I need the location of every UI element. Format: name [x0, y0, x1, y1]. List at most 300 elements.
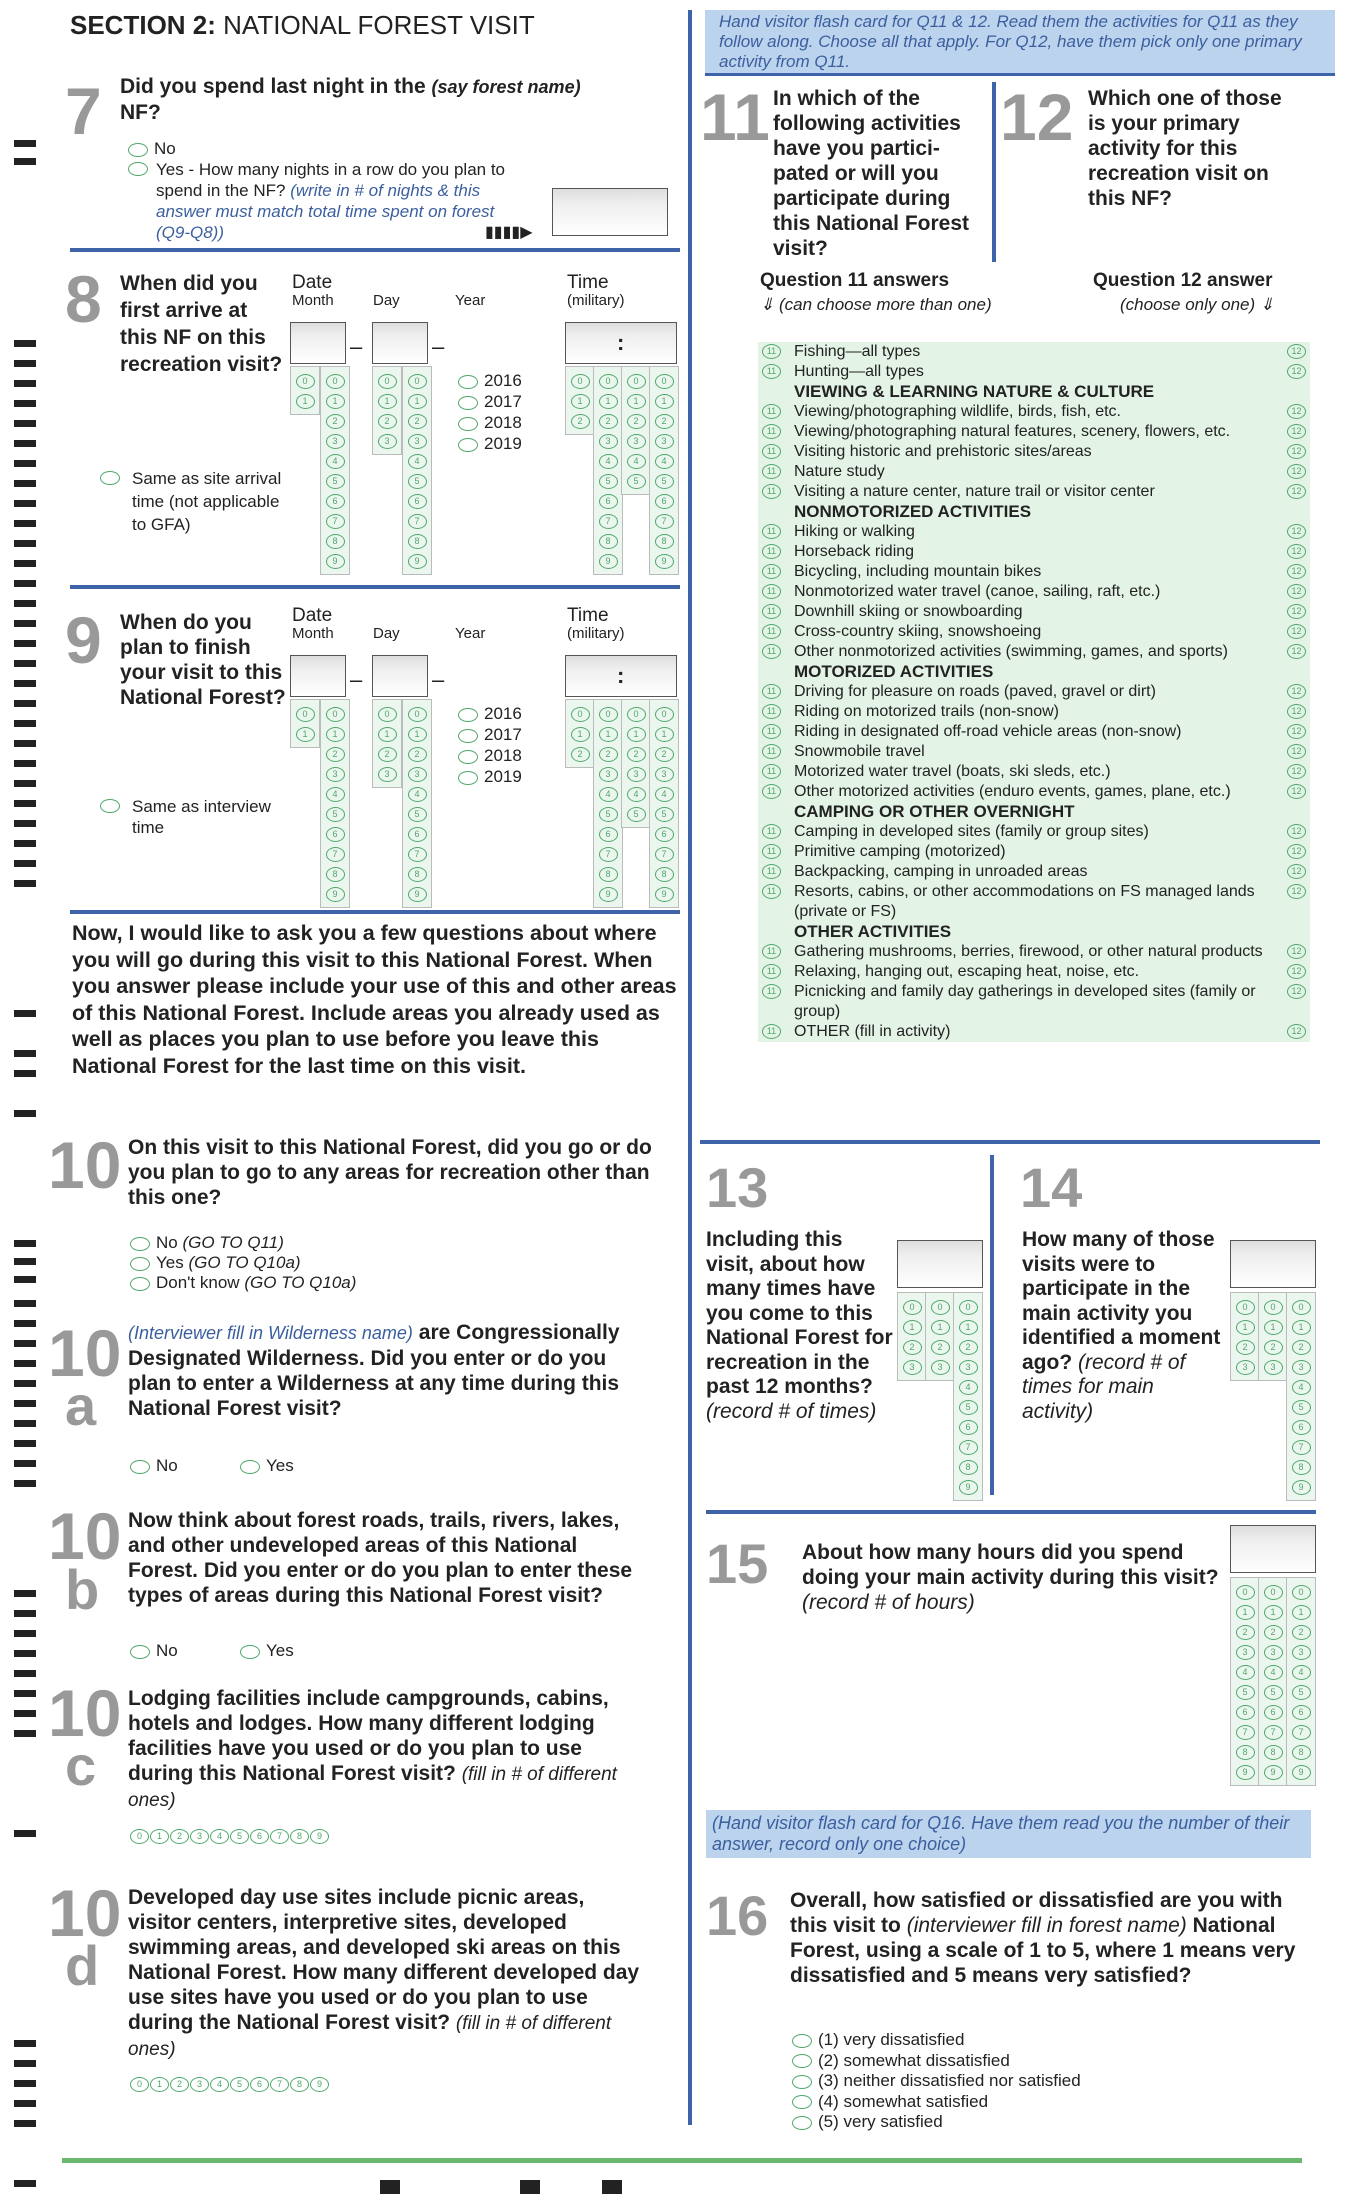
digit-bubble[interactable]: 6 [326, 494, 345, 509]
year-bubble[interactable] [458, 729, 478, 743]
q16-bubble[interactable] [792, 2075, 812, 2089]
digit-bubble[interactable]: 6 [408, 827, 427, 842]
q11-bubble[interactable]: 11 [762, 584, 781, 599]
year-bubble[interactable] [458, 708, 478, 722]
digit-bubble[interactable]: 1 [326, 727, 345, 742]
digit-bubble[interactable]: 0 [599, 707, 618, 722]
digit-bubble[interactable]: 3 [326, 434, 345, 449]
digit-bubble[interactable]: 5 [959, 1400, 978, 1415]
digit-bubble[interactable]: 1 [931, 1320, 950, 1335]
q12-bubble[interactable]: 12 [1287, 1024, 1306, 1039]
digit-bubble[interactable]: 3 [378, 434, 397, 449]
digit-bubble[interactable]: 6 [599, 494, 618, 509]
digit-bubble[interactable]: 0 [571, 374, 590, 389]
digit-bubble[interactable]: 5 [1292, 1685, 1311, 1700]
digit-bubble[interactable]: 5 [599, 474, 618, 489]
count-box[interactable] [1230, 1525, 1316, 1573]
q11-bubble[interactable]: 11 [762, 344, 781, 359]
digit-bubble[interactable]: 8 [1292, 1745, 1311, 1760]
digit-bubble[interactable]: 2 [1292, 1625, 1311, 1640]
digit-bubble[interactable]: 5 [655, 474, 674, 489]
digit-bubble[interactable]: 0 [655, 374, 674, 389]
digit-bubble[interactable]: 7 [408, 514, 427, 529]
digit-bubble[interactable]: 1 [408, 727, 427, 742]
digit-bubble[interactable]: 6 [408, 494, 427, 509]
digit-bubble[interactable]: 7 [1292, 1725, 1311, 1740]
digit-bubble[interactable]: 7 [655, 847, 674, 862]
year-bubble[interactable] [458, 417, 478, 431]
digit-bubble[interactable]: 9 [1292, 1480, 1311, 1495]
q11-bubble[interactable]: 11 [762, 424, 781, 439]
digit-bubble[interactable]: 1 [1236, 1320, 1255, 1335]
digit-bubble[interactable]: 1 [571, 394, 590, 409]
digit-bubble[interactable]: 9 [326, 887, 345, 902]
digit-bubble[interactable]: 3 [959, 1360, 978, 1375]
digit-bubble[interactable]: 8 [326, 867, 345, 882]
q11-bubble[interactable]: 11 [762, 604, 781, 619]
year-bubble[interactable] [458, 771, 478, 785]
q11-bubble[interactable]: 11 [762, 984, 781, 999]
q12-bubble[interactable]: 12 [1287, 424, 1306, 439]
q12-bubble[interactable]: 12 [1287, 604, 1306, 619]
digit-bubble[interactable]: 1 [599, 727, 618, 742]
q11-bubble[interactable]: 11 [762, 844, 781, 859]
q11-bubble[interactable]: 11 [762, 564, 781, 579]
q11-bubble[interactable]: 11 [762, 684, 781, 699]
digit-bubble[interactable]: 7 [1264, 1725, 1283, 1740]
q11-bubble[interactable]: 11 [762, 484, 781, 499]
q11-bubble[interactable]: 11 [762, 704, 781, 719]
digit-bubble[interactable]: 2 [408, 414, 427, 429]
q9-same-bubble[interactable] [100, 799, 120, 813]
q10a-yes-bubble[interactable] [240, 1460, 260, 1474]
digit-bubble[interactable]: 1 [1264, 1605, 1283, 1620]
q11-bubble[interactable]: 11 [762, 1024, 781, 1039]
digit-bubble[interactable]: 2 [326, 414, 345, 429]
q10-no-bubble[interactable] [130, 1237, 150, 1251]
q12-bubble[interactable]: 12 [1287, 864, 1306, 879]
digit-bubble[interactable]: 2 [903, 1340, 922, 1355]
digit-bubble[interactable]: 1 [571, 727, 590, 742]
q12-bubble[interactable]: 12 [1287, 784, 1306, 799]
year-option[interactable] [458, 766, 522, 787]
digit-bubble[interactable]: 5 [1264, 1685, 1283, 1700]
digit-bubble[interactable]: 9 [326, 554, 345, 569]
digit-bubble[interactable]: 6 [599, 827, 618, 842]
digit-bubble[interactable]: 9 [959, 1480, 978, 1495]
q10b-option-no[interactable] [130, 1640, 178, 1661]
digit-bubble[interactable]: 0 [1236, 1300, 1255, 1315]
q10a-option-yes[interactable] [240, 1455, 294, 1476]
digit-bubble[interactable]: 6 [959, 1420, 978, 1435]
digit-bubble[interactable]: 2 [378, 747, 397, 762]
digit-bubble[interactable]: 4 [1292, 1380, 1311, 1395]
digit-bubble[interactable]: 4 [627, 454, 646, 469]
digit-bubble[interactable]: 0 [655, 707, 674, 722]
digit-bubble[interactable]: 0 [326, 707, 345, 722]
digit-bubble[interactable]: 6 [326, 827, 345, 842]
digit-bubble[interactable]: 0 [296, 707, 315, 722]
digit-bubble[interactable]: 5 [408, 807, 427, 822]
q12-bubble[interactable]: 12 [1287, 884, 1306, 899]
q11-bubble[interactable]: 11 [762, 544, 781, 559]
digit-bubble[interactable]: 0 [378, 707, 397, 722]
digit-bubble[interactable]: 2 [571, 414, 590, 429]
digit-bubble[interactable]: 9 [1236, 1765, 1255, 1780]
digit-bubble[interactable]: 5 [230, 2077, 249, 2092]
digit-bubble[interactable]: 2 [1264, 1340, 1283, 1355]
digit-bubble[interactable]: 8 [1264, 1745, 1283, 1760]
digit-bubble[interactable]: 9 [655, 887, 674, 902]
q12-bubble[interactable]: 12 [1287, 824, 1306, 839]
digit-bubble[interactable]: 1 [627, 394, 646, 409]
digit-bubble[interactable]: 2 [655, 747, 674, 762]
digit-bubble[interactable]: 0 [903, 1300, 922, 1315]
q10b-option-yes[interactable] [240, 1640, 294, 1661]
digit-bubble[interactable]: 9 [310, 2077, 329, 2092]
digit-bubble[interactable]: 4 [326, 787, 345, 802]
digit-bubble[interactable]: 7 [1292, 1440, 1311, 1455]
q7-yes-bubble[interactable] [128, 162, 148, 176]
q12-bubble[interactable]: 12 [1287, 484, 1306, 499]
digit-bubble[interactable]: 4 [599, 787, 618, 802]
digit-bubble[interactable]: 7 [270, 2077, 289, 2092]
digit-bubble[interactable]: 3 [408, 434, 427, 449]
digit-bubble[interactable]: 1 [655, 727, 674, 742]
q10b-no-bubble[interactable] [130, 1645, 150, 1659]
digit-bubble[interactable]: 9 [310, 1829, 329, 1844]
q11-bubble[interactable]: 11 [762, 444, 781, 459]
q12-bubble[interactable]: 12 [1287, 364, 1306, 379]
q12-bubble[interactable]: 12 [1287, 744, 1306, 759]
digit-bubble[interactable]: 1 [1292, 1605, 1311, 1620]
digit-bubble[interactable]: 3 [378, 767, 397, 782]
day-box[interactable] [372, 322, 428, 364]
digit-bubble[interactable]: 5 [1292, 1400, 1311, 1415]
digit-bubble[interactable]: 4 [210, 1829, 229, 1844]
year-option[interactable] [458, 724, 522, 745]
digit-bubble[interactable]: 2 [170, 1829, 189, 1844]
digit-bubble[interactable]: 0 [931, 1300, 950, 1315]
digit-bubble[interactable]: 5 [627, 807, 646, 822]
digit-bubble[interactable]: 2 [1264, 1625, 1283, 1640]
q11-bubble[interactable]: 11 [762, 824, 781, 839]
digit-bubble[interactable]: 7 [655, 514, 674, 529]
year-bubble[interactable] [458, 396, 478, 410]
digit-bubble[interactable]: 4 [655, 454, 674, 469]
digit-bubble[interactable]: 1 [326, 394, 345, 409]
q11-bubble[interactable]: 11 [762, 744, 781, 759]
digit-bubble[interactable]: 4 [408, 787, 427, 802]
digit-bubble[interactable]: 1 [627, 727, 646, 742]
digit-bubble[interactable]: 2 [408, 747, 427, 762]
digit-bubble[interactable]: 5 [326, 474, 345, 489]
digit-bubble[interactable]: 3 [1292, 1360, 1311, 1375]
q12-bubble[interactable]: 12 [1287, 344, 1306, 359]
q16-option[interactable] [792, 2112, 1081, 2133]
year-bubble[interactable] [458, 375, 478, 389]
digit-bubble[interactable]: 0 [1264, 1300, 1283, 1315]
digit-bubble[interactable]: 0 [130, 2077, 149, 2092]
digit-bubble[interactable]: 5 [1236, 1685, 1255, 1700]
year-option[interactable] [458, 703, 522, 724]
q16-bubble[interactable] [792, 2034, 812, 2048]
q8-same-bubble[interactable] [100, 471, 120, 485]
q16-bubble[interactable] [792, 2116, 812, 2130]
digit-bubble[interactable]: 0 [627, 374, 646, 389]
q11-bubble[interactable]: 11 [762, 784, 781, 799]
q10-option-no[interactable] [130, 1232, 284, 1253]
q11-bubble[interactable]: 11 [762, 464, 781, 479]
digit-bubble[interactable]: 6 [655, 494, 674, 509]
digit-bubble[interactable]: 5 [230, 1829, 249, 1844]
year-option[interactable] [458, 370, 522, 391]
digit-bubble[interactable]: 0 [296, 374, 315, 389]
digit-bubble[interactable]: 3 [627, 434, 646, 449]
digit-bubble[interactable]: 1 [378, 394, 397, 409]
digit-bubble[interactable]: 9 [1264, 1765, 1283, 1780]
q12-bubble[interactable]: 12 [1287, 724, 1306, 739]
digit-bubble[interactable]: 8 [290, 2077, 309, 2092]
digit-bubble[interactable]: 8 [408, 867, 427, 882]
digit-bubble[interactable]: 8 [1236, 1745, 1255, 1760]
digit-bubble[interactable]: 5 [326, 807, 345, 822]
digit-bubble[interactable]: 3 [599, 434, 618, 449]
year-option[interactable] [458, 391, 522, 412]
q11-bubble[interactable]: 11 [762, 864, 781, 879]
digit-bubble[interactable]: 0 [1292, 1585, 1311, 1600]
digit-bubble[interactable]: 0 [326, 374, 345, 389]
digit-bubble[interactable]: 8 [290, 1829, 309, 1844]
digit-bubble[interactable]: 8 [326, 534, 345, 549]
digit-bubble[interactable]: 1 [1292, 1320, 1311, 1335]
q12-bubble[interactable]: 12 [1287, 964, 1306, 979]
q16-bubble[interactable] [792, 2095, 812, 2109]
digit-bubble[interactable]: 3 [1236, 1360, 1255, 1375]
digit-bubble[interactable]: 0 [408, 374, 427, 389]
q11-bubble[interactable]: 11 [762, 964, 781, 979]
digit-bubble[interactable]: 2 [1292, 1340, 1311, 1355]
digit-bubble[interactable]: 9 [1292, 1765, 1311, 1780]
q12-bubble[interactable]: 12 [1287, 444, 1306, 459]
digit-bubble[interactable]: 3 [1292, 1645, 1311, 1660]
year-bubble[interactable] [458, 750, 478, 764]
digit-bubble[interactable]: 3 [1264, 1360, 1283, 1375]
q11-bubble[interactable]: 11 [762, 944, 781, 959]
digit-bubble[interactable]: 3 [1236, 1645, 1255, 1660]
digit-bubble[interactable]: 6 [250, 2077, 269, 2092]
digit-bubble[interactable]: 4 [1236, 1665, 1255, 1680]
digit-bubble[interactable]: 7 [326, 514, 345, 529]
digit-bubble[interactable]: 1 [1264, 1320, 1283, 1335]
count-box[interactable] [1230, 1240, 1316, 1288]
year-option[interactable] [458, 412, 522, 433]
digit-bubble[interactable]: 3 [408, 767, 427, 782]
digit-bubble[interactable]: 6 [1264, 1705, 1283, 1720]
q12-bubble[interactable]: 12 [1287, 584, 1306, 599]
q7-option-no[interactable] [128, 138, 176, 159]
q12-bubble[interactable]: 12 [1287, 844, 1306, 859]
digit-bubble[interactable]: 8 [408, 534, 427, 549]
digit-bubble[interactable]: 7 [326, 847, 345, 862]
q12-bubble[interactable]: 12 [1287, 984, 1306, 999]
q16-option[interactable] [792, 2051, 1081, 2072]
digit-bubble[interactable]: 3 [903, 1360, 922, 1375]
digit-bubble[interactable]: 2 [1236, 1340, 1255, 1355]
digit-bubble[interactable]: 3 [1264, 1645, 1283, 1660]
digit-bubble[interactable]: 0 [571, 707, 590, 722]
digit-bubble[interactable]: 5 [599, 807, 618, 822]
digit-bubble[interactable]: 0 [1264, 1585, 1283, 1600]
digit-bubble[interactable]: 0 [627, 707, 646, 722]
digit-bubble[interactable]: 3 [931, 1360, 950, 1375]
digit-bubble[interactable]: 6 [655, 827, 674, 842]
q10a-no-bubble[interactable] [130, 1460, 150, 1474]
q10-yes-bubble[interactable] [130, 1257, 150, 1271]
digit-bubble[interactable]: 7 [599, 847, 618, 862]
month-box[interactable] [290, 655, 346, 697]
q12-bubble[interactable]: 12 [1287, 624, 1306, 639]
q16-option[interactable] [792, 2030, 1081, 2051]
digit-bubble[interactable]: 1 [903, 1320, 922, 1335]
digit-bubble[interactable]: 2 [627, 414, 646, 429]
digit-bubble[interactable]: 2 [378, 414, 397, 429]
digit-bubble[interactable]: 8 [1292, 1460, 1311, 1475]
digit-bubble[interactable]: 4 [408, 454, 427, 469]
year-option[interactable] [458, 433, 522, 454]
q12-bubble[interactable]: 12 [1287, 404, 1306, 419]
q16-option[interactable] [792, 2092, 1081, 2113]
digit-bubble[interactable]: 6 [250, 1829, 269, 1844]
q12-bubble[interactable]: 12 [1287, 644, 1306, 659]
digit-bubble[interactable]: 1 [150, 1829, 169, 1844]
digit-bubble[interactable]: 1 [378, 727, 397, 742]
digit-bubble[interactable]: 2 [326, 747, 345, 762]
q12-bubble[interactable]: 12 [1287, 764, 1306, 779]
q12-bubble[interactable]: 12 [1287, 944, 1306, 959]
digit-bubble[interactable]: 8 [599, 867, 618, 882]
q12-bubble[interactable]: 12 [1287, 704, 1306, 719]
digit-bubble[interactable]: 3 [599, 767, 618, 782]
digit-bubble[interactable]: 0 [959, 1300, 978, 1315]
q11-bubble[interactable]: 11 [762, 884, 781, 899]
digit-bubble[interactable]: 3 [655, 434, 674, 449]
digit-bubble[interactable]: 4 [655, 787, 674, 802]
digit-bubble[interactable]: 1 [408, 394, 427, 409]
digit-bubble[interactable]: 7 [599, 514, 618, 529]
digit-bubble[interactable]: 2 [959, 1340, 978, 1355]
digit-bubble[interactable]: 0 [378, 374, 397, 389]
q7-option-yes[interactable] [128, 159, 528, 243]
q12-bubble[interactable]: 12 [1287, 684, 1306, 699]
digit-bubble[interactable]: 7 [408, 847, 427, 862]
q12-bubble[interactable]: 12 [1287, 544, 1306, 559]
q7-nights-box[interactable] [552, 188, 668, 236]
digit-bubble[interactable]: 2 [931, 1340, 950, 1355]
year-option[interactable] [458, 745, 522, 766]
digit-bubble[interactable]: 2 [571, 747, 590, 762]
q16-bubble[interactable] [792, 2054, 812, 2068]
digit-bubble[interactable]: 0 [599, 374, 618, 389]
digit-bubble[interactable]: 4 [599, 454, 618, 469]
digit-bubble[interactable]: 2 [655, 414, 674, 429]
digit-bubble[interactable]: 4 [1264, 1665, 1283, 1680]
q10-option-dk[interactable] [130, 1272, 356, 1293]
digit-bubble[interactable]: 5 [627, 474, 646, 489]
digit-bubble[interactable]: 3 [190, 2077, 209, 2092]
digit-bubble[interactable]: 4 [627, 787, 646, 802]
digit-bubble[interactable]: 2 [627, 747, 646, 762]
digit-bubble[interactable]: 6 [1292, 1705, 1311, 1720]
q10a-option-no[interactable] [130, 1455, 178, 1476]
month-box[interactable] [290, 322, 346, 364]
digit-bubble[interactable]: 9 [599, 554, 618, 569]
q11-bubble[interactable]: 11 [762, 624, 781, 639]
digit-bubble[interactable]: 1 [150, 2077, 169, 2092]
digit-bubble[interactable]: 8 [655, 534, 674, 549]
q11-bubble[interactable]: 11 [762, 644, 781, 659]
count-box[interactable] [897, 1240, 983, 1288]
digit-bubble[interactable]: 2 [1236, 1625, 1255, 1640]
q11-bubble[interactable]: 11 [762, 764, 781, 779]
digit-bubble[interactable]: 5 [408, 474, 427, 489]
digit-bubble[interactable]: 0 [1292, 1300, 1311, 1315]
digit-bubble[interactable]: 6 [1236, 1705, 1255, 1720]
digit-bubble[interactable]: 8 [959, 1460, 978, 1475]
q10-dk-bubble[interactable] [130, 1277, 150, 1291]
digit-bubble[interactable]: 0 [130, 1829, 149, 1844]
digit-bubble[interactable]: 9 [599, 887, 618, 902]
q12-bubble[interactable]: 12 [1287, 524, 1306, 539]
digit-bubble[interactable]: 0 [1236, 1585, 1255, 1600]
q8-same-option[interactable] [100, 467, 290, 536]
q12-bubble[interactable]: 12 [1287, 564, 1306, 579]
digit-bubble[interactable]: 2 [170, 2077, 189, 2092]
digit-bubble[interactable]: 5 [655, 807, 674, 822]
digit-bubble[interactable]: 1 [296, 394, 315, 409]
q11-bubble[interactable]: 11 [762, 404, 781, 419]
digit-bubble[interactable]: 9 [408, 554, 427, 569]
digit-bubble[interactable]: 1 [655, 394, 674, 409]
digit-bubble[interactable]: 1 [959, 1320, 978, 1335]
digit-bubble[interactable]: 1 [599, 394, 618, 409]
q12-bubble[interactable]: 12 [1287, 464, 1306, 479]
q10b-yes-bubble[interactable] [240, 1645, 260, 1659]
digit-bubble[interactable]: 1 [296, 727, 315, 742]
day-box[interactable] [372, 655, 428, 697]
digit-bubble[interactable]: 3 [655, 767, 674, 782]
digit-bubble[interactable]: 2 [599, 747, 618, 762]
q11-bubble[interactable]: 11 [762, 524, 781, 539]
digit-bubble[interactable]: 4 [1292, 1665, 1311, 1680]
q7-no-bubble[interactable] [128, 143, 148, 157]
q16-option[interactable] [792, 2071, 1081, 2092]
digit-bubble[interactable]: 3 [627, 767, 646, 782]
digit-bubble[interactable]: 9 [655, 554, 674, 569]
digit-bubble[interactable]: 3 [326, 767, 345, 782]
q9-same-option[interactable] [100, 796, 290, 838]
digit-bubble[interactable]: 3 [190, 1829, 209, 1844]
digit-bubble[interactable]: 8 [599, 534, 618, 549]
digit-bubble[interactable]: 7 [959, 1440, 978, 1455]
digit-bubble[interactable]: 6 [1292, 1420, 1311, 1435]
digit-bubble[interactable]: 4 [326, 454, 345, 469]
digit-bubble[interactable]: 7 [270, 1829, 289, 1844]
digit-bubble[interactable]: 4 [959, 1380, 978, 1395]
digit-bubble[interactable]: 2 [599, 414, 618, 429]
digit-bubble[interactable]: 8 [655, 867, 674, 882]
q11-bubble[interactable]: 11 [762, 364, 781, 379]
